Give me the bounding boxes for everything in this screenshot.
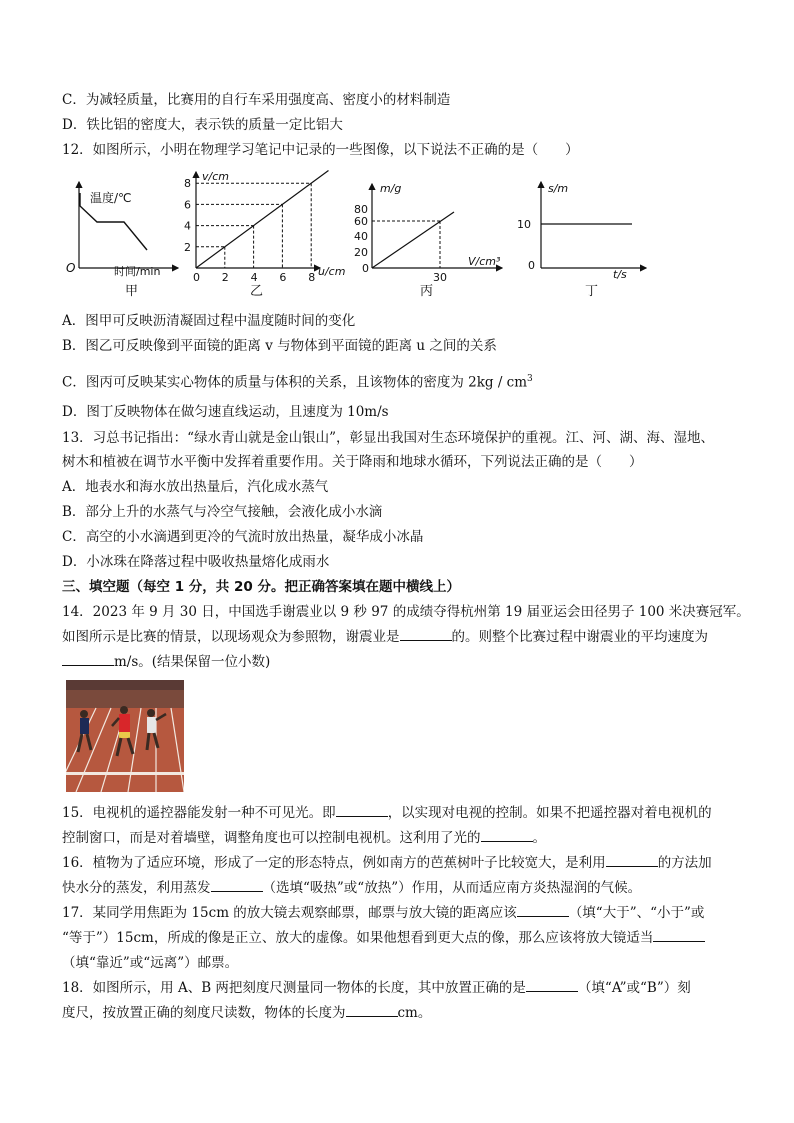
question-16-line1: 16．植物为了适应环境，形成了一定的形态特点，例如南方的芭蕉树叶子比较宽大，是利用 的方法加 (62, 855, 712, 871)
blank (400, 628, 452, 641)
blank (336, 804, 388, 817)
yi-series-line (196, 170, 328, 268)
question-18-line2: 度尺，按放置正确的刻度尺读数，物体的长度为 cm。 (62, 1005, 432, 1021)
bing-ytick-40: 40 (354, 230, 368, 243)
race-photo (66, 680, 184, 792)
jia-ylabel: 温度/℃ (90, 191, 132, 205)
yi-ytick: 4 (184, 219, 191, 233)
jia-xlabel: 时间/min (114, 265, 161, 278)
graph-bing (354, 182, 502, 299)
blank (211, 879, 263, 892)
question-17-line3: （填“靠近”或“远离”）邮票。 (62, 955, 239, 971)
bing-ytick-80: 80 (354, 203, 368, 216)
question-14-line2: 如图所示是比赛的情景，以现场观众为参照物，谢震业是 的。则整个比赛过程中谢震业的平均速度为 (62, 629, 708, 645)
graphs-q12 (0, 168, 794, 318)
option-13d: D．小冰珠在降落过程中吸收热量熔化成雨水 (62, 554, 330, 570)
yi-ylabel: v/cm (202, 170, 229, 183)
question-17-line1: 17．某同学用焦距为 15cm 的放大镜去观察邮票，邮票与放大镜的距离应该 （填“大于”、“小于”或 (62, 905, 705, 921)
blank (653, 929, 705, 942)
graph-jia (66, 182, 178, 299)
question-15-line2: 控制窗口，而是对着墙壁，调整角度也可以控制电视机。这利用了光的 。 (62, 830, 546, 846)
yi-caption: 乙 (250, 284, 264, 299)
bing-caption: 丙 (420, 284, 434, 299)
yi-xtick: 0 (193, 271, 200, 284)
bing-series-line (372, 212, 454, 268)
bing-ylabel: m/g (380, 182, 402, 195)
bing-ytick-60: 60 (354, 215, 368, 228)
graph-ding (517, 182, 646, 299)
yi-xlabel: u/cm (318, 265, 346, 278)
question-14-line3: m/s。(结果保留一位小数) (62, 652, 754, 672)
jia-caption: 甲 (125, 284, 139, 299)
option-13a: A．地表水和海水放出热量后，汽化成水蒸气 (62, 479, 329, 495)
question-17-line2: “等于”）15cm，所成的像是正立、放大的虚像。如果他想看到更大点的像，那么应该将放大镜适当 (62, 928, 754, 948)
bing-ytick-20: 20 (354, 246, 368, 259)
blank (517, 904, 569, 917)
option-12c: C．图丙可反映某实心物体的质量与体积的关系，且该物体的密度为 $2kg / cm^3$ (62, 374, 533, 391)
yi-xtick: 8 (308, 271, 316, 284)
option-12d: D．图丁反映物体在做匀速直线运动，且速度为 10m/s (62, 404, 389, 420)
blank (346, 1004, 398, 1017)
ding-origin: 0 (528, 259, 535, 272)
yi-ytick: 2 (184, 240, 191, 254)
ding-ytick-10: 10 (517, 218, 531, 231)
question-13-line2: 树木和植被在调节水平衡中发挥着重要作用。关于降雨和地球水循环，下列说法正确的是（ ） (62, 454, 643, 470)
section-3-heading: 三、填空题（每空 1 分，共 20 分。把正确答案填在题中横线上） (62, 579, 460, 595)
option-13c: C．高空的小水滴遇到更冷的气流时放出热量，凝华成小冰晶 (62, 529, 424, 545)
option-11c: C．为减轻质量，比赛用的自行车采用强度高、密度小的材料制造 (62, 92, 451, 108)
ding-ylabel: s/m (548, 182, 569, 195)
question-16-line2: 快水分的蒸发，利用蒸发 （选填“吸热”或“放热”）作用，从而适应南方炎热湿润的气候。 (62, 880, 642, 896)
bing-xtick-30: 30 (433, 271, 447, 284)
blank (62, 653, 114, 666)
jia-origin: O (66, 261, 76, 275)
yi-ytick: 8 (184, 177, 191, 191)
yi-xtick: 6 (279, 271, 287, 284)
bing-xlabel: V/cm³ (468, 255, 501, 268)
yi-xtick: 4 (250, 271, 258, 284)
question-15-line1: 15．电视机的遥控器能发射一种不可见光。即 ，以实现对电视的控制。如果不把遥控器对着电视机的 (62, 805, 712, 821)
bing-origin: 0 (362, 262, 369, 275)
graph-yi (184, 170, 345, 299)
option-13b: B．部分上升的水蒸气与冷空气接触，会液化成小水滴 (62, 504, 383, 520)
blank (606, 854, 658, 867)
question-14-line1: 14．2023 年 9 月 30 日，中国选手谢震业以 9 秒 97 的成绩夺得杭州第 19 届亚运会田径男子 100 米决赛冠军。 (62, 604, 750, 620)
ding-xlabel: t/s (613, 268, 627, 281)
yi-ytick: 6 (184, 198, 191, 212)
question-13-line1: 13．习总书记指出：“绿水青山就是金山银山”，彰显出我国对生态环境保护的重视。江、河、湖、海、湿地、 (62, 430, 714, 446)
question-12: 12．如图所示，小明在物理学习笔记中记录的一些图像，以下说法不正确的是（ ） (62, 142, 579, 158)
option-12b: B．图乙可反映像到平面镜的距离 v 与物体到平面镜的距离 u 之间的关系 (62, 338, 497, 354)
option-11d: D．铁比铝的密度大，表示铁的质量一定比铝大 (62, 117, 343, 133)
yi-xtick: 2 (221, 271, 229, 284)
question-18-line1: 18．如图所示，用 A、B 两把刻度尺测量同一物体的长度，其中放置正确的是 （填“A”或“B”）刻 (62, 980, 691, 996)
blank (481, 829, 533, 842)
option-12a: A．图甲可反映沥清凝固过程中温度随时间的变化 (62, 313, 356, 329)
blank (526, 979, 578, 992)
ding-caption: 丁 (585, 284, 599, 299)
